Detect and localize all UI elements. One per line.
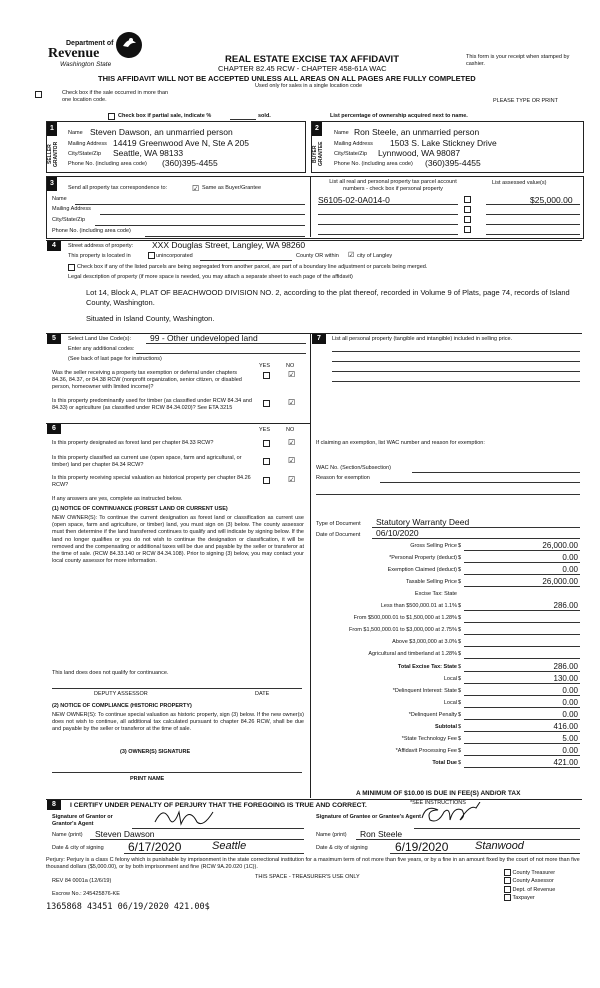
grantor-signature-icon: [150, 804, 220, 830]
tax-row-underline: [464, 586, 580, 587]
same-as-buyer-label: Same as Buyer/Grantee: [202, 185, 262, 191]
section-1-badge: 1: [47, 122, 57, 136]
unincorporated-label: unincorporated: [156, 253, 193, 259]
section-8-badge: 8: [47, 800, 61, 810]
grantee-date[interactable]: 6/19/2020: [395, 840, 449, 854]
revenue-seal-icon: [114, 30, 144, 60]
land-use-label: Select Land Use Code(s):: [68, 336, 131, 342]
see-instructions: *SEE INSTRUCTIONS: [410, 800, 466, 806]
dept-line2: Revenue: [48, 46, 100, 61]
currency-symbol: $: [458, 543, 462, 549]
currency-symbol: $: [458, 759, 462, 766]
reason-line-2[interactable]: [316, 494, 580, 495]
currency-symbol: $: [458, 603, 462, 610]
seller-name[interactable]: Steven Dawson, an unmarried person: [90, 127, 233, 137]
section-6-badge: 6: [47, 424, 61, 434]
currency-symbol: $: [458, 639, 462, 646]
seller-city-label: City/State/Zip: [68, 151, 102, 157]
seller-name-label: Name: [68, 130, 83, 136]
tax-row-underline: [464, 671, 580, 672]
currency-symbol: $: [458, 687, 462, 694]
legal-description[interactable]: Lot 14, Block A, PLAT OF BEACHWOOD DIVISION NO. 2, according to the plat thereof, recorded in Volume 9 of Plats, page 74, records of Island County, Washington.: [86, 288, 570, 307]
doc-type[interactable]: Statutory Warranty Deed: [376, 517, 470, 527]
tax-row-value[interactable]: 0.00: [562, 553, 578, 563]
tax-row-label: Subtotal: [435, 723, 457, 730]
form-title: REAL ESTATE EXCISE TAX AFFIDAVIT: [225, 54, 400, 65]
tax-row-label: Local: [443, 675, 457, 682]
parcel-line-3[interactable]: [318, 224, 458, 225]
grantor-name-line: [90, 839, 304, 840]
grantor-city[interactable]: Seattle: [212, 840, 247, 852]
currency-symbol: $: [458, 555, 462, 562]
qualify-text: This land does does not qualify for continuance.: [52, 670, 169, 676]
parcel-line-4[interactable]: [318, 234, 458, 235]
currency-symbol: $: [458, 699, 462, 706]
s6-no-header: NO: [286, 427, 295, 433]
tax-row: [318, 758, 582, 768]
tax-row: [318, 662, 582, 672]
tax-row-value[interactable]: 416.00: [553, 721, 578, 731]
tax-row-underline: [464, 622, 580, 623]
seller-mail[interactable]: 14419 Greenwood Ave N, Ste A 205: [113, 138, 249, 148]
tax-row: [318, 541, 582, 551]
assessed-value[interactable]: $25,000.00: [530, 195, 573, 205]
buyer-phone[interactable]: (360)395-4455: [425, 158, 481, 168]
tax-row-value[interactable]: 26,000.00: [542, 577, 578, 587]
tax-row-label: Local: [443, 699, 457, 706]
buyer-phone-label: Phone No. (including area code): [334, 161, 413, 167]
personal-prop-checkbox-4[interactable]: [464, 226, 471, 233]
located-in-label: This property is located in: [68, 253, 131, 259]
partial-sale-pct-line[interactable]: [230, 119, 256, 120]
tax-row-underline: [464, 658, 580, 659]
form-revision: REV 84 0001a (12/6/19): [52, 878, 112, 884]
tax-row-underline: [464, 707, 580, 708]
land-use-code[interactable]: 99 - Other undeveloped land: [150, 333, 258, 343]
grantee-signature-icon: [416, 802, 496, 828]
date-label: DATE: [255, 691, 270, 697]
treasurer-space: THIS SPACE - TREASURER'S USE ONLY: [255, 874, 360, 880]
currency-symbol: $: [458, 723, 462, 730]
s6-q1: Is this property designated as forest land per chapter 84.33 RCW?: [52, 440, 214, 446]
street-label: Street address of property:: [68, 243, 134, 249]
seller-side-label: SELLER GRANTOR: [47, 141, 59, 167]
street-address[interactable]: XXX Douglas Street, Langley, WA 98260: [152, 240, 306, 250]
segregate-label: Check box if any of the listed parcels are being segregated from another parcel, are part of a boundary line adjustment or parcels being merged.: [77, 264, 428, 270]
currency-symbol: $: [458, 567, 462, 574]
personal-prop-line-2[interactable]: [332, 361, 580, 362]
section-6-topline: [46, 423, 310, 424]
s6-q3-no[interactable]: ☑: [288, 475, 296, 484]
tax-row: [318, 577, 582, 587]
tax-row: [318, 553, 582, 563]
tax-row: [318, 734, 582, 744]
tax-row-underline: [464, 574, 580, 575]
grantee-sig-label: Signature of Grantee or Grantee's Agent: [316, 814, 422, 820]
tax-row-label: Taxable Selling Price: [405, 579, 457, 586]
grantor-date-label: Date & city of signing: [52, 845, 104, 851]
additional-codes-line[interactable]: [136, 353, 306, 354]
county-within-label: County OR within: [296, 253, 339, 259]
personal-prop-line-1[interactable]: [332, 351, 580, 352]
s5-q2-no[interactable]: ☑: [288, 398, 296, 407]
see-list-label: (See back of last page for instructions): [68, 356, 162, 362]
personal-prop-line-3[interactable]: [332, 371, 580, 372]
tax-row-label: Less than $500,000.01 at 1.1%: [380, 603, 457, 610]
tax-row: [318, 625, 582, 635]
parcel-line-1: [318, 204, 458, 205]
send-correspondence-label: Send all property tax correspondence to:: [68, 185, 168, 191]
tax-row-value[interactable]: 286.00: [553, 661, 578, 671]
minimum-fee-note: A MINIMUM OF $10.00 IS DUE IN FEE(S) AND/OR TAX: [356, 790, 521, 797]
personal-prop-checkbox-3[interactable]: [464, 216, 471, 223]
currency-symbol: $: [458, 627, 462, 634]
tax-row-value[interactable]: 0.00: [562, 745, 578, 755]
tax-row-label: *Delinquent Penalty: [408, 711, 457, 718]
assessed-header: List assessed value(s): [492, 180, 547, 186]
tax-row-label: *Affidavit Processing Fee: [395, 747, 457, 754]
s6-q3: Is this property receiving special valuation as historical property per chapter 84.26 RCW?: [52, 475, 251, 488]
tax-row-label: *Delinquent Interest: State: [392, 687, 457, 694]
tax-row: [318, 686, 582, 696]
partial-sale-checkbox[interactable]: [108, 113, 115, 120]
s6-q2: Is this property classified as current use (open space, farm and agricultural, or timber) land per chapter 84.34 RCW?: [52, 455, 242, 468]
certify-statement: I CERTIFY UNDER PENALTY OF PERJURY THAT THE FOREGOING IS TRUE AND CORRECT.: [70, 802, 367, 809]
dept-line3: Washington State: [60, 61, 112, 68]
tax-row-value[interactable]: 286.00: [553, 601, 578, 611]
buyer-name-label: Name: [334, 130, 349, 136]
unincorporated-checkbox[interactable]: [148, 252, 155, 259]
completion-warning: THIS AFFIDAVIT WILL NOT BE ACCEPTED UNLESS ALL AREAS ON ALL PAGES ARE FULLY COMPLETED: [98, 74, 476, 83]
seller-phone[interactable]: (360)395-4455: [162, 158, 218, 168]
s6-q2-no[interactable]: ☑: [288, 456, 296, 465]
partial-sale-label: Check box if partial sale, indicate %: [118, 113, 212, 119]
legal-desc-label: Legal description of property (if more space is needed, you may attach a separate sheet to each page of the affidavit): [68, 274, 353, 280]
s5-q1: Was the seller receiving a property tax exemption or deferral under chapters 84.36, 84.37, or 84.38 RCW (nonprofit organization, senior citizen, or disabled person, homeowner with limited income)?: [52, 370, 242, 390]
segregate-checkbox[interactable]: [68, 264, 75, 271]
grantor-name[interactable]: Steven Dawson: [95, 829, 155, 839]
tax-row-underline: [464, 695, 580, 696]
doc-date[interactable]: 06/10/2020: [376, 528, 419, 538]
tax-row-value[interactable]: 0.00: [562, 685, 578, 695]
currency-symbol: $: [458, 747, 462, 754]
corr-city-label: City/State/Zip: [52, 217, 86, 223]
deputy-assessor-label: DEPUTY ASSESSOR: [94, 691, 148, 697]
city-checkbox[interactable]: ☑: [348, 252, 355, 259]
wac-label: WAC No. (Section/Subsection): [316, 465, 391, 471]
partial-sold-label: sold.: [258, 113, 271, 119]
receipt-note: This form is your receipt when stamped by cashier.: [466, 54, 570, 67]
tax-row-underline: [464, 610, 580, 611]
doc-date-label: Date of Document: [316, 532, 361, 538]
buyer-side-label: BUYER GRANTEE: [312, 141, 324, 167]
grantee-name-line: [356, 839, 580, 840]
section-3-badge: 3: [47, 177, 57, 191]
tax-row-value[interactable]: 0.00: [562, 565, 578, 575]
column-divider: [310, 333, 311, 798]
tax-row-value[interactable]: 421.00: [553, 757, 578, 767]
buyer-city-label: City/State/Zip: [334, 151, 368, 157]
grantee-date-line: [390, 853, 580, 854]
personal-prop-line-4[interactable]: [332, 381, 580, 382]
section-5-badge: 5: [47, 334, 61, 344]
parcel-line-2[interactable]: [318, 214, 458, 215]
buyer-city[interactable]: Lynnwood, WA 98087: [378, 148, 461, 158]
land-use-line: [146, 343, 306, 344]
tax-row-value[interactable]: 0.00: [562, 697, 578, 707]
s5-yes-header: YES: [259, 363, 271, 369]
tax-row: [318, 601, 582, 611]
assessed-line-3[interactable]: [486, 224, 580, 225]
tax-row-label: Total Excise Tax: State: [397, 663, 457, 670]
tax-row-underline: [464, 562, 580, 563]
section-4-badge: 4: [47, 241, 61, 251]
tax-row-underline: [464, 646, 580, 647]
doc-type-label: Type of Document: [316, 521, 361, 527]
tax-row-label: Total Due: [432, 759, 457, 766]
s6-yes-header: YES: [259, 427, 271, 433]
corr-mail-line[interactable]: [100, 214, 305, 215]
multi-location-label: Check box if the sale occurred in more than one location code.: [62, 90, 169, 103]
tax-row: [318, 746, 582, 756]
perjury-statement: Perjury: Perjury is a class C felony which is punishable by imprisonment in the state correctional institution for a maximum term of not more than five years, or by a fine in an amount fixed by the court of not more than five thousand dollars ($5,000.00), or by both imprisonment and fine (RCW 9A.20.020 (1C)).: [46, 857, 580, 870]
grantee-sig-line[interactable]: [414, 828, 580, 829]
receipt-stamp: 1365868 43451 06/19/2020 421.00$: [46, 902, 210, 912]
s5-q2-yes[interactable]: [263, 400, 270, 407]
form-chapter: CHAPTER 82.45 RCW - CHAPTER 458-61A WAC: [218, 64, 387, 73]
currency-symbol: $: [458, 579, 462, 586]
compliance-heading: (2) NOTICE OF COMPLIANCE (HISTORIC PROPERTY): [52, 703, 192, 709]
compliance-text: NEW OWNER(S): To continue special valuation as historic property, sign (3) below. If the new owner(s) does not wish to continue, all additional tax calculated pursuant to chapter 84.26 RCW, shall be due and payable by the seller or transferor at the time of sale.: [52, 712, 304, 733]
corr-phone-label: Phone No. (including area code): [52, 228, 131, 234]
personal-property-label: List all personal property (tangible and intangible) included in selling price.: [332, 336, 513, 342]
wac-line[interactable]: [412, 472, 580, 473]
seller-phone-label: Phone No. (including area code): [68, 161, 147, 167]
personal-prop-checkbox-1[interactable]: [464, 196, 471, 203]
tax-row: [318, 613, 582, 623]
seller-city[interactable]: Seattle, WA 98133: [113, 148, 184, 158]
reason-label: Reason for exemption: [316, 475, 370, 481]
buyer-name[interactable]: Ron Steele, an unmarried person: [354, 127, 480, 137]
county-line[interactable]: [200, 260, 292, 261]
tax-row: [318, 637, 582, 647]
reason-line-1[interactable]: [380, 482, 580, 483]
exemption-claim-label: If claiming an exemption, list WAC number and reason for exemption:: [316, 440, 485, 446]
grantor-date-line: [124, 853, 304, 854]
ownership-pct-label: List percentage of ownership acquired next to name.: [330, 113, 468, 119]
s5-q2: Is this property predominantly used for timber (as classified under RCW 84.34 and 84.33) or agriculture (as classified under RCW 84.34.020)? See ETA 3215: [52, 398, 252, 411]
dist-assessor[interactable]: County Assessor: [504, 877, 555, 885]
tax-row: [318, 649, 582, 659]
dist-treasurer[interactable]: County Treasurer: [504, 869, 555, 877]
tax-row-value[interactable]: 26,000.00: [542, 541, 578, 550]
tax-row: [318, 710, 582, 720]
parcel-header: List all real and personal property tax parcel account numbers - check box if personal property: [329, 179, 457, 192]
buyer-mail[interactable]: 1503 S. Lake Stickney Drive: [390, 138, 497, 148]
tax-row: [318, 589, 582, 599]
grantee-date-label: Date & city of signing: [316, 845, 368, 851]
corr-mail-label: Mailing Address: [52, 206, 91, 212]
personal-prop-checkbox-2[interactable]: [464, 206, 471, 213]
situated-text[interactable]: Situated in Island County, Washington.: [86, 314, 215, 323]
print-name-label: PRINT NAME: [130, 776, 165, 782]
corr-city-line[interactable]: [95, 225, 305, 226]
s6-q3-yes[interactable]: [263, 477, 270, 484]
currency-symbol: $: [458, 711, 462, 718]
parcel-number[interactable]: S6105-02-0A014-0: [318, 195, 390, 205]
section-4-topline: [46, 240, 582, 241]
additional-codes-label: Enter any additional codes:: [68, 346, 135, 352]
single-location-note: Used only for sales in a single location code: [255, 83, 363, 89]
tax-row: [318, 674, 582, 684]
tax-row-label: Agricultural and timberland at 1.28%: [368, 651, 457, 658]
city-of-label: city of Langley: [357, 253, 393, 259]
currency-symbol: $: [458, 615, 462, 622]
dist-revenue[interactable]: Dept. of Revenue: [504, 886, 555, 894]
tax-row-label: From $1,500,000.01 to $3,000,000 at 2.75%: [349, 627, 457, 634]
tax-row-underline: [464, 550, 580, 551]
tax-row-label: *Personal Property (deduct): [389, 555, 457, 562]
section-7-badge: 7: [312, 334, 326, 344]
tax-row: [318, 698, 582, 708]
section-3-divider: [310, 176, 311, 237]
corr-name-label: Name: [52, 196, 67, 202]
tax-row-underline: [464, 755, 580, 756]
grantor-name-label: Name (print): [52, 832, 83, 838]
tax-row-underline: [464, 731, 580, 732]
currency-symbol: $: [458, 675, 462, 682]
dist-taxpayer[interactable]: Taxpayer: [504, 894, 555, 902]
tax-row-underline: [464, 719, 580, 720]
s6-q1-yes[interactable]: [263, 440, 270, 447]
tax-row-label: Gross Selling Price: [410, 543, 457, 549]
tax-row-underline: [464, 634, 580, 635]
seller-mail-label: Mailing Address: [68, 141, 107, 147]
s6-answer-note: If any answers are yes, complete as instructed below.: [52, 496, 183, 502]
corr-name-line[interactable]: [75, 204, 305, 205]
owner-signature-label: (3) OWNER(S) SIGNATURE: [120, 749, 191, 755]
grantee-city[interactable]: Stanwood: [475, 840, 524, 852]
section-2-badge: 2: [312, 122, 322, 136]
grantor-sig-label: Signature of Grantor or Grantor's Agent: [52, 814, 113, 827]
dist-list: [504, 869, 555, 903]
tax-row-value[interactable]: 130.00: [553, 673, 578, 683]
tax-row-label: From $500,000.01 to $1,500,000 at 1.28%: [353, 615, 457, 622]
tax-row-value[interactable]: 0.00: [562, 709, 578, 719]
grantee-name-label: Name (print): [316, 832, 347, 838]
tax-row-label: Above $3,000,000 at 3.0%: [392, 639, 457, 646]
same-as-buyer-checkbox[interactable]: ☑: [192, 184, 200, 193]
assessed-line-4[interactable]: [486, 234, 580, 235]
buyer-mail-label: Mailing Address: [334, 141, 373, 147]
currency-symbol: $: [458, 735, 462, 742]
currency-symbol: $: [458, 663, 462, 670]
deputy-line[interactable]: [52, 688, 302, 689]
s6-q2-yes[interactable]: [263, 458, 270, 465]
s5-q1-yes[interactable]: [263, 372, 270, 379]
tax-row: [318, 565, 582, 575]
grantor-date[interactable]: 6/17/2020: [128, 840, 182, 854]
tax-row-underline: [464, 683, 580, 684]
dept-logo: [38, 32, 148, 72]
tax-row-underline: [464, 767, 580, 768]
tax-row: [318, 722, 582, 732]
continuance-text: NEW OWNER(S): To continue the current designation as forest land or classification as current use (open space, farm and agriculture, or timber) land, you must sign on (3) below. The county assessor must then determine if the land transferred continues to qualify and will indicate by signing below. If the land no longer qualifies or you do not wish to continue the designation or classification, it will be removed and the compensating or additional taxes will be due and payable by the seller or transferor at the time of sale. (RCW 84.33.140 or RCW 84.34.108). Prior to signing (3) below, you may contact your local county assessor for more information.: [52, 515, 304, 565]
dept-line1: Department of: [66, 40, 114, 47]
tax-row-label: Exemption Claimed (deduct): [387, 567, 457, 574]
s5-no-header: NO: [286, 363, 295, 369]
tax-row-label: Excise Tax: State: [414, 591, 457, 598]
section-8-topline: [46, 799, 582, 800]
tax-row-value[interactable]: 5.00: [562, 733, 578, 743]
s5-q1-no[interactable]: ☑: [288, 370, 296, 379]
multi-location-checkbox[interactable]: [35, 91, 42, 98]
assessed-line-2[interactable]: [486, 214, 580, 215]
currency-symbol: $: [458, 651, 462, 658]
doc-date-line: [372, 538, 580, 539]
please-type: PLEASE TYPE OR PRINT: [493, 98, 559, 104]
tax-row-label: *State Technology Fee: [401, 735, 457, 742]
continuance-heading: (1) NOTICE OF CONTINUANCE (FOREST LAND OR CURRENT USE): [52, 506, 228, 512]
assessed-line-1: [486, 204, 580, 205]
owner-signature-line[interactable]: [52, 772, 302, 773]
s6-q1-no[interactable]: ☑: [288, 438, 296, 447]
escrow-number: Escrow No.: 245425876-KE: [52, 891, 120, 897]
grantee-name[interactable]: Ron Steele: [360, 829, 403, 839]
corr-phone-line[interactable]: [145, 236, 305, 237]
tax-row-underline: [464, 743, 580, 744]
